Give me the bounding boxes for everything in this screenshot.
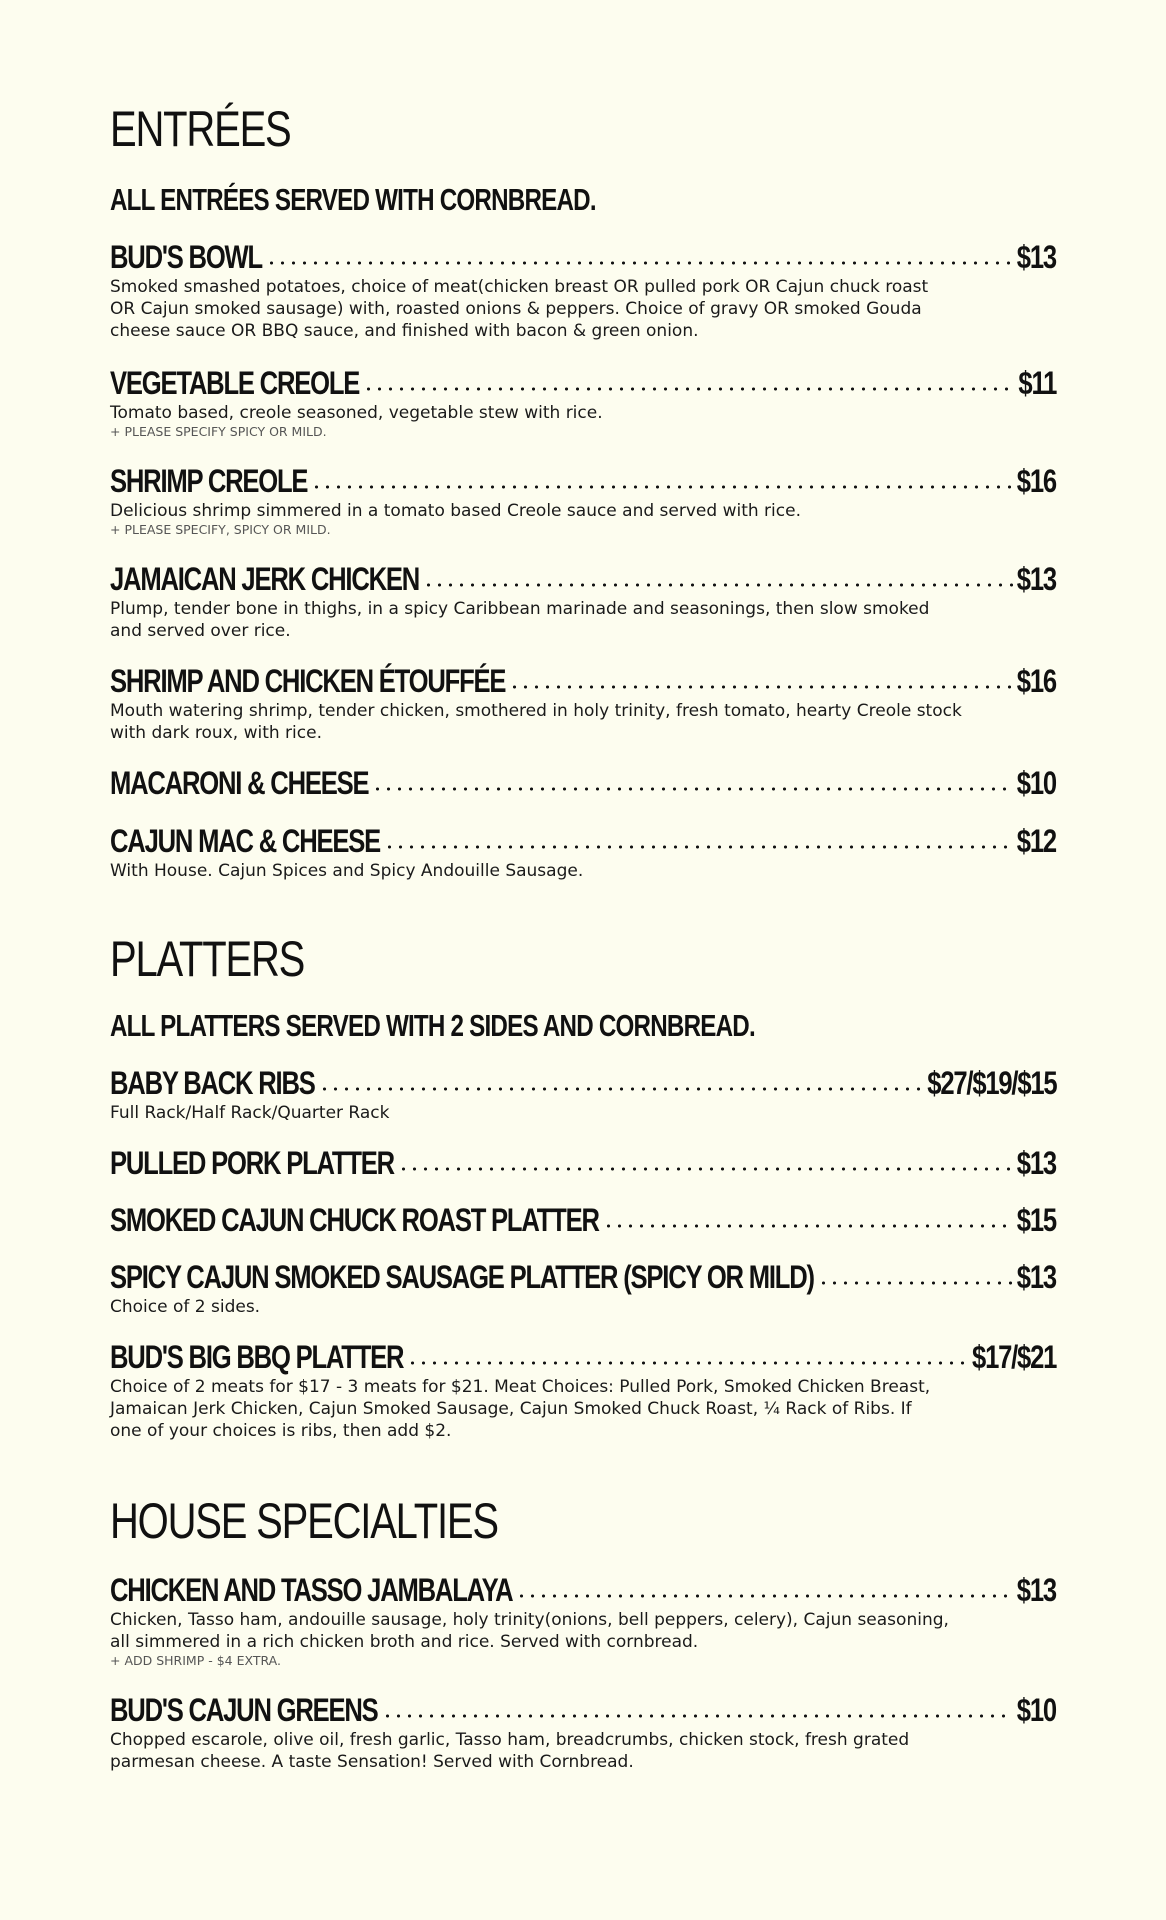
- item-price: $13: [1016, 1572, 1056, 1608]
- menu-item: [110, 364, 1056, 440]
- item-description: with dark roux, with rice.: [110, 723, 322, 743]
- dot-leader: [382, 1713, 1013, 1719]
- item-description: Chicken, Tasso ham, andouille sausage, holy trinity(onions, bell peppers, celery), Cajun seasoning,: [110, 1610, 949, 1630]
- item-price: $13: [1016, 239, 1056, 275]
- item-name: SMOKED CAJUN CHUCK ROAST PLATTER: [110, 1202, 599, 1238]
- item-description: Chopped escarole, olive oil, fresh garlic, Tasso ham, breadcrumbs, chicken stock, fresh grated: [110, 1730, 910, 1750]
- item-description: parmesan cheese. A taste Sensation! Served with Cornbread.: [110, 1752, 634, 1772]
- item-description: one of your choices is ribs, then add $2.: [110, 1421, 452, 1441]
- item-price: $15: [1016, 1202, 1056, 1238]
- item-name: CHICKEN AND TASSO JAMBALAYA: [110, 1572, 513, 1608]
- dot-leader: [363, 386, 1014, 392]
- item-description: Mouth watering shrimp, tender chicken, smothered in holy trinity, fresh tomato, hearty Creole stock: [110, 701, 962, 721]
- section-entrees: [110, 101, 336, 157]
- item-name: VEGETABLE CREOLE: [110, 365, 360, 401]
- item-description: Delicious shrimp simmered in a tomato based Creole sauce and served with rice.: [110, 501, 801, 521]
- menu-item: [110, 764, 1056, 802]
- menu-item: [110, 238, 1056, 342]
- dot-leader: [516, 1593, 1013, 1599]
- section-house-specialties: [110, 1493, 595, 1549]
- item-price: $27/$19/$15: [926, 1065, 1056, 1101]
- item-price: $12: [1016, 823, 1056, 859]
- dot-leader: [372, 786, 1013, 792]
- item-description: Choice of 2 sides.: [110, 1297, 261, 1317]
- item-price: $11: [1018, 365, 1056, 401]
- item-description: all simmered in a rich chicken broth and rice. Served with cornbread.: [110, 1632, 699, 1652]
- item-name: BUD'S CAJUN GREENS: [110, 1692, 378, 1728]
- menu-item: [110, 1201, 1056, 1239]
- item-name: CAJUN MAC & CHEESE: [110, 823, 380, 859]
- item-name: SHRIMP AND CHICKEN ÉTOUFFÉE: [110, 663, 506, 699]
- section-platters: [110, 931, 353, 987]
- item-note: + ADD SHRIMP - $4 EXTRA.: [110, 1653, 281, 1668]
- section-note: ALL ENTRÉES SERVED WITH CORNBREAD.: [110, 182, 596, 217]
- item-price: $17/$21: [971, 1339, 1056, 1375]
- item-description: Choice of 2 meats for $17 - 3 meats for $21. Meat Choices: Pulled Pork, Smoked Chicken Breast,: [110, 1377, 931, 1397]
- dot-leader: [311, 484, 1013, 490]
- item-description: Smoked smashed potatoes, choice of meat(chicken breast OR pulled pork OR Cajun chuck roast: [110, 277, 929, 297]
- item-description: cheese sauce OR BBQ sauce, and finished with bacon & green onion.: [110, 321, 699, 341]
- item-price: $16: [1016, 663, 1056, 699]
- item-name: SPICY CAJUN SMOKED SAUSAGE PLATTER (SPICY OR MILD): [110, 1259, 814, 1295]
- item-description: Plump, tender bone in thighs, in a spicy Caribbean marinade and seasonings, then slow smoked: [110, 599, 930, 619]
- menu-item: [110, 662, 1056, 744]
- item-note: + PLEASE SPECIFY SPICY OR MILD.: [110, 424, 327, 439]
- item-price: $10: [1016, 765, 1056, 801]
- item-price: $16: [1016, 463, 1056, 499]
- item-name: MACARONI & CHEESE: [110, 765, 369, 801]
- dot-leader: [266, 260, 1013, 266]
- item-name: SHRIMP CREOLE: [110, 463, 308, 499]
- section-title: HOUSE SPECIALTIES: [110, 1493, 498, 1549]
- menu-item: [110, 822, 1056, 882]
- dot-leader: [423, 582, 1013, 588]
- item-description: and served over rice.: [110, 621, 291, 641]
- dot-leader: [398, 1166, 1013, 1172]
- item-name: BUD'S BOWL: [110, 239, 262, 275]
- dot-leader: [407, 1360, 967, 1366]
- menu-item: [110, 1064, 1056, 1124]
- dot-leader: [818, 1280, 1013, 1286]
- item-price: $13: [1016, 561, 1056, 597]
- dot-leader: [384, 844, 1013, 850]
- item-description: With House. Cajun Spices and Spicy Andouille Sausage.: [110, 861, 584, 881]
- dot-leader: [603, 1223, 1013, 1229]
- menu-item: [110, 560, 1056, 642]
- dot-leader: [509, 684, 1013, 690]
- menu-item: [110, 1338, 1056, 1442]
- item-note: + PLEASE SPECIFY, SPICY OR MILD.: [110, 522, 331, 537]
- item-price: $13: [1016, 1259, 1056, 1295]
- item-description: Jamaican Jerk Chicken, Cajun Smoked Sausage, Cajun Smoked Chuck Roast, ¼ Rack of Ribs. If: [110, 1399, 912, 1419]
- dot-leader: [319, 1086, 923, 1092]
- item-name: BABY BACK RIBS: [110, 1065, 315, 1101]
- item-name: BUD'S BIG BBQ PLATTER: [110, 1339, 404, 1375]
- item-description: OR Cajun smoked sausage) with, roasted onions & peppers. Choice of gravy OR smoked Gouda: [110, 299, 922, 319]
- item-name: PULLED PORK PLATTER: [110, 1145, 394, 1181]
- item-description: Full Rack/Half Rack/Quarter Rack: [110, 1103, 390, 1123]
- menu-item: [110, 1144, 1056, 1182]
- menu-item: [110, 1571, 1056, 1669]
- menu-item: [110, 462, 1056, 538]
- item-price: $10: [1016, 1692, 1056, 1728]
- item-price: $13: [1016, 1145, 1056, 1181]
- section-note: ALL PLATTERS SERVED WITH 2 SIDES AND CORNBREAD.: [110, 1008, 755, 1043]
- item-name: JAMAICAN JERK CHICKEN: [110, 561, 420, 597]
- menu-item: [110, 1691, 1056, 1773]
- item-description: Tomato based, creole seasoned, vegetable stew with rice.: [110, 403, 603, 423]
- section-title: PLATTERS: [110, 931, 305, 987]
- menu-item: [110, 1258, 1056, 1318]
- section-title: ENTRÉES: [110, 101, 291, 157]
